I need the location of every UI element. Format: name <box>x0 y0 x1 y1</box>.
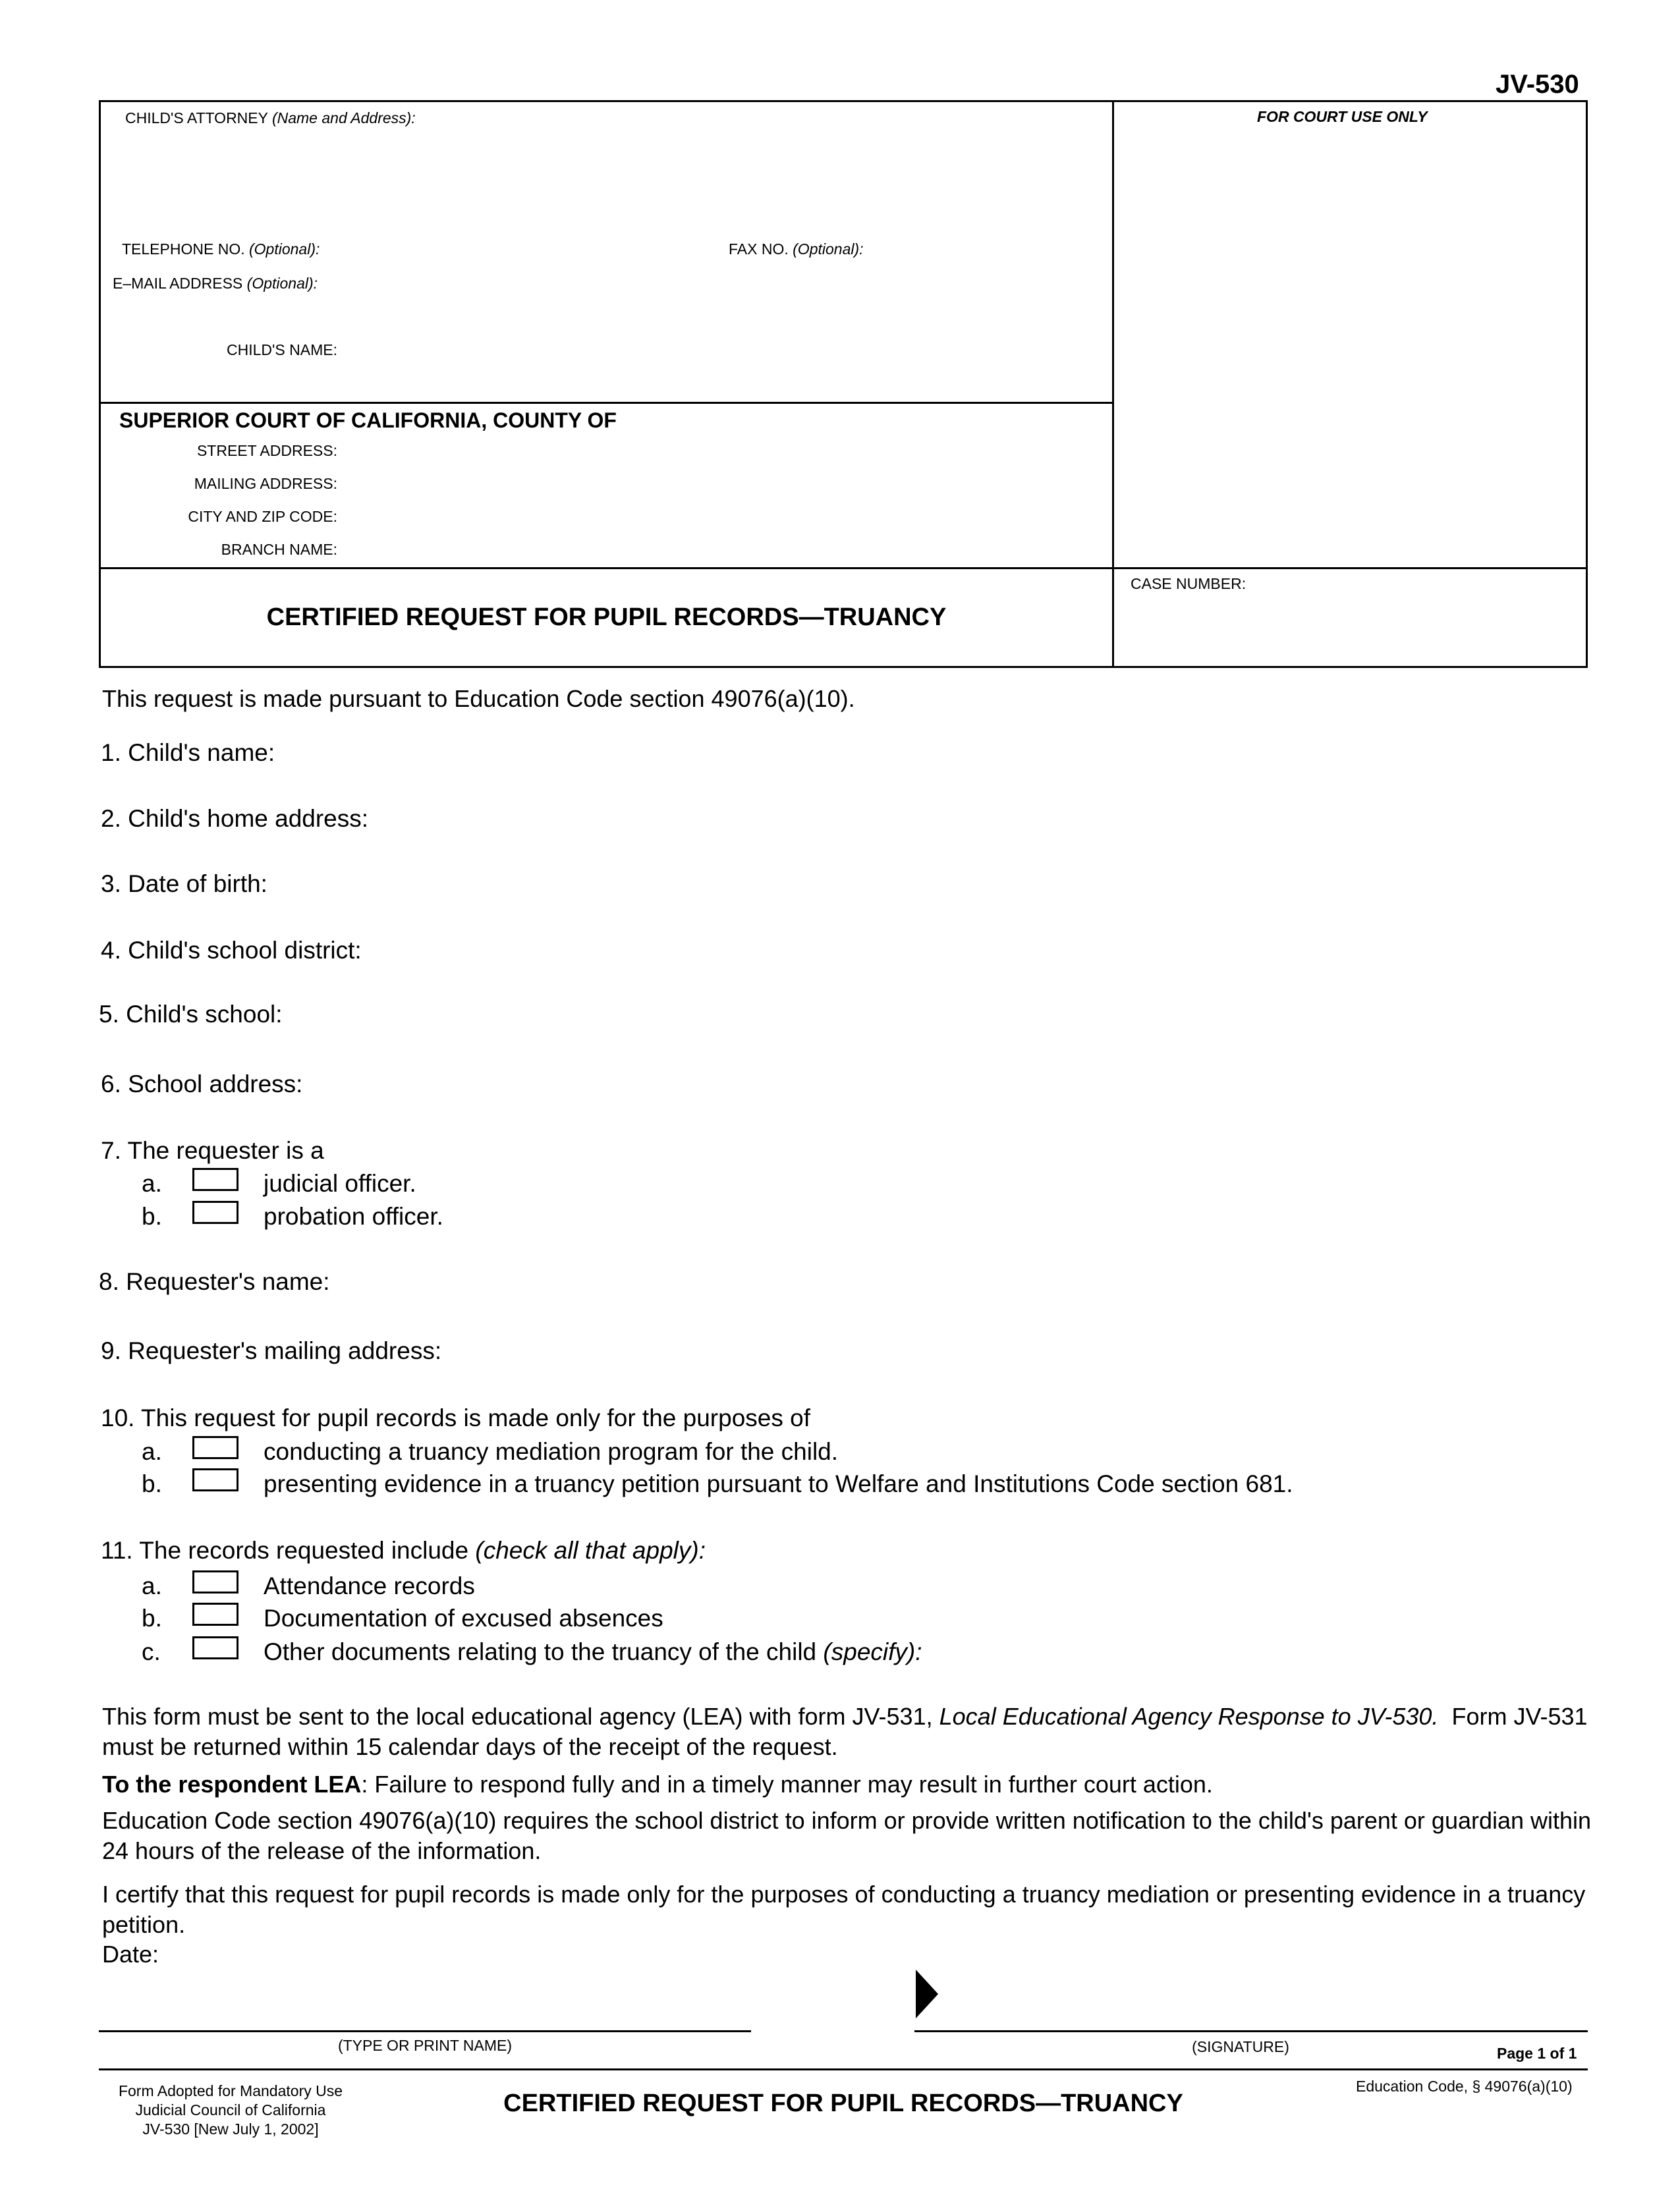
footer-divider <box>99 2068 1588 2070</box>
street-address-label: STREET ADDRESS: <box>196 442 337 459</box>
other-documents-checkbox[interactable] <box>192 1636 238 1659</box>
form-title: CERTIFIED REQUEST FOR PUPIL RECORDS—TRUANCY <box>266 603 947 631</box>
item-letter: b. <box>142 1605 162 1632</box>
item-purpose: 10. This request for pupil records is made only for the purposes of <box>101 1404 810 1431</box>
respondent-warning: To the respondent LEA: Failure to respond fully and in a timely manner may result in further court action. <box>102 1771 1213 1798</box>
certification-paragraph: I certify that this request for pupil records is made only for the purposes of conducting a truancy mediation or presenting evidence in a truancy petition. <box>102 1881 1586 1938</box>
item-date-of-birth: 3. Date of birth: <box>101 870 267 897</box>
signature-caption: (SIGNATURE) <box>1192 2038 1289 2055</box>
attendance-records-label: Attendance records <box>264 1572 475 1599</box>
probation-officer-label: probation officer. <box>264 1203 443 1230</box>
court-heading: SUPERIOR COURT OF CALIFORNIA, COUNTY OF <box>119 408 617 432</box>
branch-name-label: BRANCH NAME: <box>221 541 337 558</box>
excused-absences-label: Documentation of excused absences <box>264 1605 663 1632</box>
footer-title: CERTIFIED REQUEST FOR PUPIL RECORDS—TRUANCY <box>503 2090 1183 2117</box>
attorney-label: CHILD'S ATTORNEY (Name and Address): <box>125 109 416 126</box>
print-name-line[interactable] <box>99 2030 751 2032</box>
petition-label: presenting evidence in a truancy petition pursuant to Welfare and Institutions Code section 681. <box>264 1470 1293 1497</box>
fax-label: FAX NO. (Optional): <box>729 240 864 258</box>
form-number: JV-530 <box>1496 70 1579 99</box>
childs-name-label: CHILD'S NAME: <box>227 341 337 358</box>
item-school-district: 4. Child's school district: <box>101 937 362 964</box>
item-letter: a. <box>142 1170 162 1197</box>
excused-absences-checkbox[interactable] <box>192 1603 238 1626</box>
probation-officer-checkbox[interactable] <box>192 1201 238 1224</box>
item-letter: b. <box>142 1203 162 1230</box>
intro-text: This request is made pursuant to Education Code section 49076(a)(10). <box>102 685 855 712</box>
item-requester-type: 7. The requester is a <box>101 1137 324 1164</box>
item-letter: b. <box>142 1470 162 1497</box>
code-reference: Education Code, § 49076(a)(10) <box>1356 2078 1573 2095</box>
item-letter: c. <box>142 1638 161 1665</box>
print-name-caption: (TYPE OR PRINT NAME) <box>337 2037 513 2054</box>
date-label: Date: <box>102 1941 159 1968</box>
mailing-address-label: MAILING ADDRESS: <box>194 475 337 492</box>
item-letter: a. <box>142 1438 162 1465</box>
item-school: 5. Child's school: <box>99 1001 283 1028</box>
case-number-label: CASE NUMBER: <box>1131 575 1246 592</box>
item-childs-name: 1. Child's name: <box>101 739 275 766</box>
petition-checkbox[interactable] <box>192 1468 238 1491</box>
attendance-records-checkbox[interactable] <box>192 1570 238 1593</box>
mediation-label: conducting a truancy mediation program for the child. <box>264 1438 839 1465</box>
notification-paragraph: Education Code section 49076(a)(10) requires the school district to inform or provide written notification to the child's parent or guardian within 24 hours of the release of the information. <box>102 1807 1592 1864</box>
page-number: Page 1 of 1 <box>1497 2045 1577 2062</box>
item-home-address: 2. Child's home address: <box>101 805 369 832</box>
adoption-note: Form Adopted for Mandatory Use Judicial Council of California JV-530 [New July 1, 2002] <box>118 2082 343 2138</box>
judicial-officer-label: judicial officer. <box>264 1170 416 1197</box>
item-requester-mailing: 9. Requester's mailing address: <box>101 1337 442 1364</box>
judicial-officer-checkbox[interactable] <box>192 1168 238 1191</box>
item-school-address: 6. School address: <box>101 1070 303 1097</box>
item-requester-name: 8. Requester's name: <box>99 1268 330 1295</box>
item-letter: a. <box>142 1572 162 1599</box>
telephone-label: TELEPHONE NO. (Optional): <box>122 240 320 258</box>
email-label: E–MAIL ADDRESS (Optional): <box>113 275 318 292</box>
mediation-checkbox[interactable] <box>192 1436 238 1459</box>
other-documents-label: Other documents relating to the truancy of the child (specify): <box>264 1638 922 1665</box>
item-records-requested: 11. The records requested include (check all that apply): <box>101 1537 706 1564</box>
notice-paragraph: This form must be sent to the local educational agency (LEA) with form JV-531, Local Educational Agency Response to JV-530. Form JV-531 must be returned within 15 calendar days of the receipt of the request. <box>102 1703 1588 1760</box>
court-use-label: FOR COURT USE ONLY <box>1257 108 1428 125</box>
city-zip-label: CITY AND ZIP CODE: <box>188 508 337 525</box>
signature-arrow-icon <box>916 1970 939 2018</box>
signature-line[interactable] <box>914 2030 1588 2032</box>
